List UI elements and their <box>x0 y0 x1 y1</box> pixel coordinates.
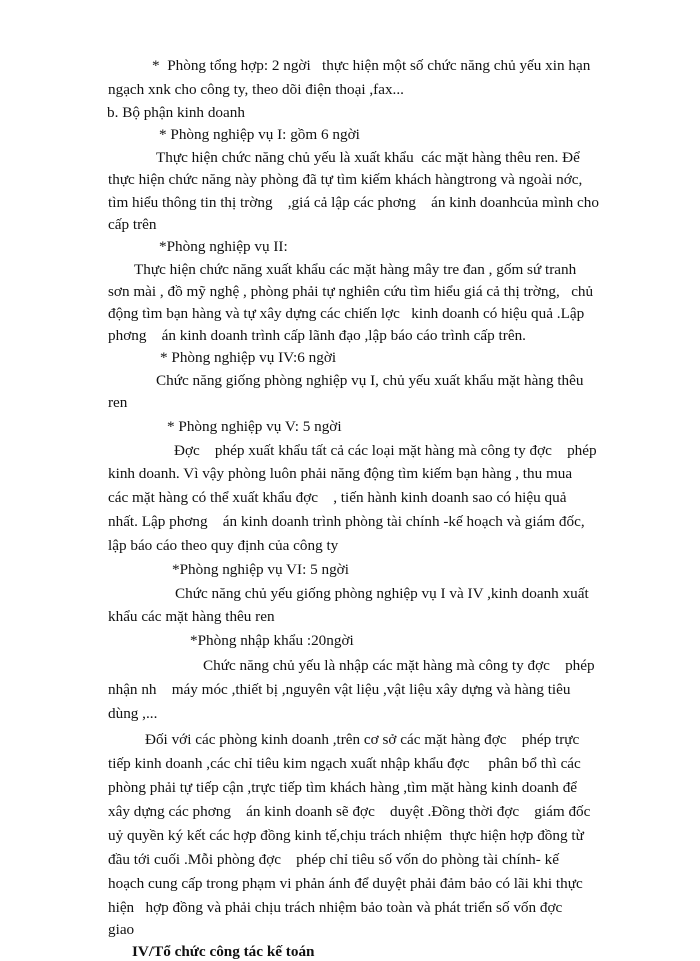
text-line: ren <box>108 394 128 411</box>
text-line: phòng phải tự tiếp cận ,trực tiếp tìm khách hàng ,tìm mặt hàng kinh doanh để <box>108 779 578 796</box>
text-line: Chức năng chủ yếu là nhập các mặt hàng mà công ty đợc phép <box>203 657 595 674</box>
text-line: tiếp kinh doanh ,các chỉ tiêu kim ngạch xuất nhập khẩu đợc phân bổ thì các <box>108 755 581 772</box>
text-line: *Phòng nghiệp vụ VI: 5 ngời <box>172 561 349 578</box>
text-line: tìm hiểu thông tin thị trờng ,giá cả lập các phơng án kinh doanhcủa mình cho <box>108 194 599 211</box>
text-line: * Phòng tổng hợp: 2 ngời thực hiện một số chức năng chủ yếu xin hạn <box>152 57 591 74</box>
text-line: động tìm bạn hàng và tự xây dựng các chiến lợc kinh doanh có hiệu quả .Lập <box>108 305 585 322</box>
text-line: phơng án kinh doanh trình cấp lãnh đạo ,lập báo cáo trình cấp trên. <box>108 327 526 344</box>
text-line: * Phòng nghiệp vụ V: 5 ngời <box>167 418 342 435</box>
text-line: thực hiện chức năng này phòng đã tự tìm kiếm khách hàngtrong và ngoài nớc, <box>108 171 583 188</box>
text-line: lập báo cáo theo quy định của công ty <box>108 537 339 554</box>
section-heading: IV/Tổ chức công tác kế toán <box>132 943 315 960</box>
text-line: Chức năng chủ yếu giống phòng nghiệp vụ I và IV ,kinh doanh xuất <box>175 585 589 602</box>
text-line: Đối với các phòng kinh doanh ,trên cơ sở các mặt hàng đợc phép trực <box>145 731 580 748</box>
text-line: Đợc phép xuất khẩu tất cả các loại mặt hàng mà công ty đợc phép <box>174 442 597 459</box>
text-line: Thực hiện chức năng xuất khẩu các mặt hàng mây tre đan , gốm sứ tranh <box>134 261 577 278</box>
text-line: đầu tới cuối .Mỗi phòng đợc phép chỉ tiêu số vốn do phòng tài chính- kế <box>108 851 559 868</box>
text-line: kinh doanh. Vì vậy phòng luôn phải năng động tìm kiếm bạn hàng , thu mua <box>108 465 573 482</box>
text-line: khẩu các mặt hàng thêu ren <box>108 608 275 625</box>
text-line: dùng ,... <box>108 705 158 722</box>
text-line: ngạch xnk cho công ty, theo dõi điện thoại ,fax... <box>108 81 404 98</box>
text-line: xây dựng các phơng án kinh doanh sẽ đợc duyệt .Đồng thời đợc giám đốc <box>108 803 591 820</box>
text-line: sơn mài , đồ mỹ nghệ , phòng phải tự nghiên cứu tìm hiểu giá cả thị trờng, chủ <box>108 283 594 300</box>
section-heading: b. Bộ phận kinh doanh <box>107 104 245 121</box>
text-line: *Phòng nghiệp vụ II: <box>159 238 288 255</box>
text-line: * Phòng nghiệp vụ I: gồm 6 ngời <box>159 126 360 143</box>
text-line: các mặt hàng có thể xuất khẩu đợc , tiến hành kinh doanh sao có hiệu quả <box>108 489 567 506</box>
text-line: *Phòng nhập khẩu :20ngời <box>190 632 354 649</box>
text-line: Chức năng giống phòng nghiệp vụ I, chủ yếu xuất khẩu mặt hàng thêu <box>156 372 584 389</box>
text-line: giao <box>108 921 135 938</box>
text-line: hiện hợp đồng và phải chịu trách nhiệm bảo toàn và phát triển số vốn đợc <box>108 899 563 916</box>
text-line: nhận nh máy móc ,thiết bị ,nguyên vật liệu ,vật liệu xây dựng và hàng tiêu <box>108 681 571 698</box>
text-line: Thực hiện chức năng chủ yếu là xuất khẩu các mặt hàng thêu ren. Để <box>156 149 580 166</box>
text-line: * Phòng nghiệp vụ IV:6 ngời <box>160 349 337 366</box>
text-line: uỷ quyền ký kết các hợp đồng kinh tế,chịu trách nhiệm thực hiện hợp đồng từ <box>108 827 584 844</box>
text-line: cấp trên <box>108 216 157 233</box>
text-line: hoạch cung cấp trong phạm vi phản ánh để duyệt phải đảm bảo có lãi khi thực <box>108 875 583 892</box>
text-line: nhất. Lập phơng án kinh doanh trình phòng tài chính -kế hoạch và giám đốc, <box>108 513 585 530</box>
